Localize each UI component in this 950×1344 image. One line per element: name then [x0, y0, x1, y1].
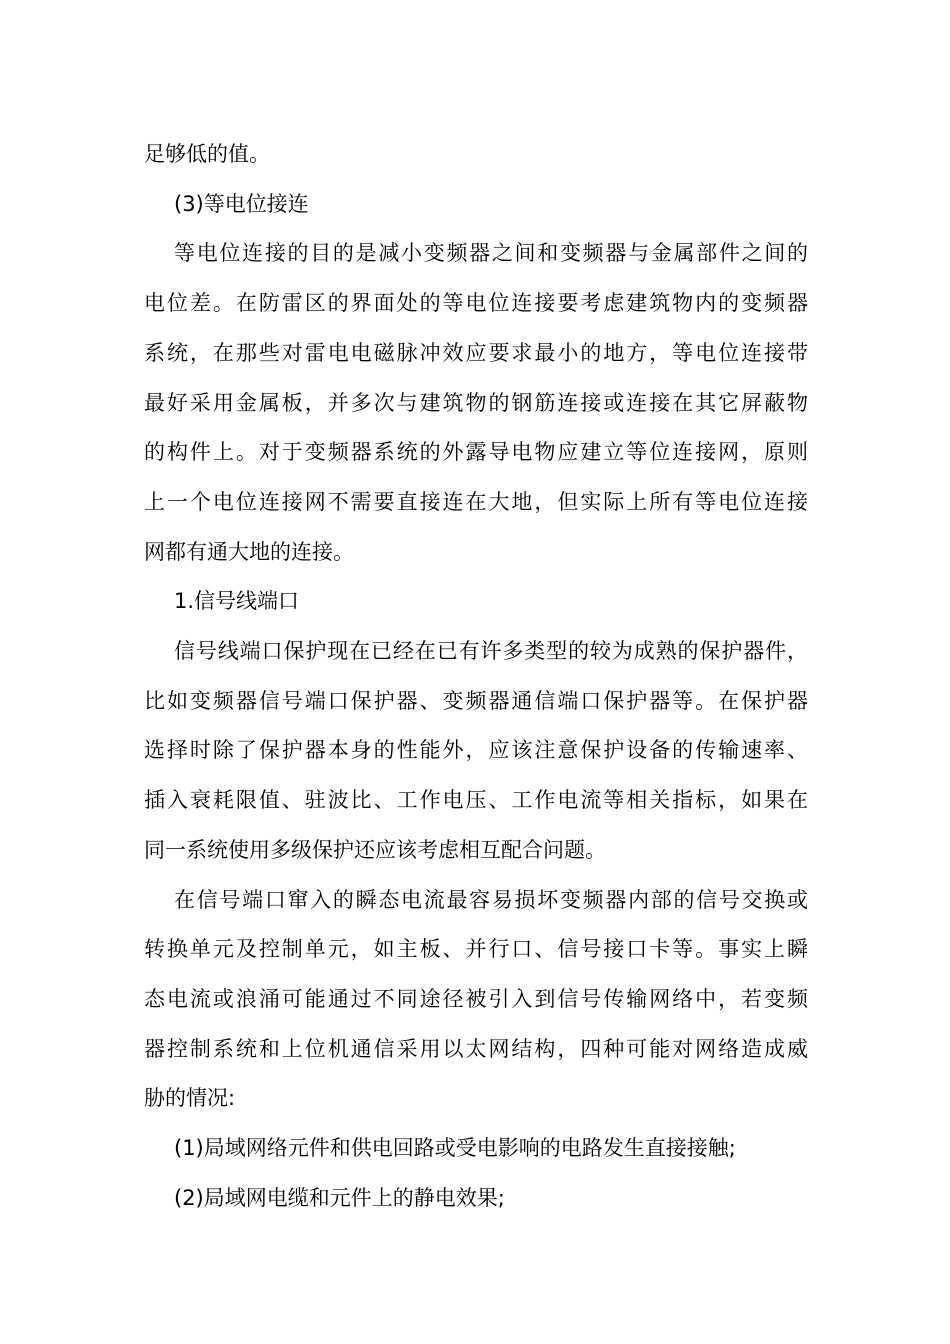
section-heading-equipotential [144, 180, 808, 230]
text-line: 上一个电位连接网不需要直接连在大地，但实际上所有等电位连接 [144, 489, 808, 514]
paragraph-signal-port-protection [144, 627, 808, 876]
text-line: (2)局域网电缆和元件上的静电效果; [174, 1185, 505, 1210]
text-line: (1)局域网络元件和供电回路或受电影响的电路发生直接接触; [174, 1136, 736, 1161]
text-line: 系统，在那些对雷电电磁脉冲效应要求最小的地方，等电位连接带 [144, 340, 808, 365]
text-line: (3)等电位接连 [174, 191, 309, 216]
text-line: 胁的情况: [144, 1086, 236, 1111]
text-line: 最好采用金属板，并多次与建筑物的钢筋连接或连接在其它屏蔽物 [144, 390, 808, 415]
text-line: 转换单元及控制单元，如主板、并行口、信号接口卡等。事实上瞬 [144, 937, 808, 962]
paragraph-transient-current [144, 876, 808, 1125]
text-line: 1.信号线端口 [174, 589, 300, 614]
text-line: 的构件上。对于变频器系统的外露导电物应建立等位连接网，原则 [144, 440, 808, 465]
list-item-2 [144, 1174, 808, 1224]
text-line: 器控制系统和上位机通信采用以太网结构，四种可能对网络造成威 [144, 1036, 808, 1061]
section-heading-signal-port [144, 577, 808, 627]
text-line: 插入衰耗限值、驻波比、工作电压、工作电流等相关指标，如果在 [144, 788, 808, 813]
text-line: 等电位连接的目的是减小变频器之间和变频器与金属部件之间的 [174, 241, 808, 266]
text-line: 信号线端口保护现在已经在已有许多类型的较为成熟的保护器件， [174, 639, 808, 664]
text-line: 比如变频器信号端口保护器、变频器通信端口保护器等。在保护器 [144, 688, 808, 713]
list-item-1 [144, 1124, 808, 1174]
paragraph-equipotential-bonding [144, 229, 808, 577]
paragraph-continuation [144, 130, 808, 180]
text-line: 态电流或浪涌可能通过不同途径被引入到信号传输网络中，若变频 [144, 986, 808, 1011]
text-line: 足够低的值。 [144, 142, 270, 166]
text-line: 同一系统使用多级保护还应该考虑相互配合问题。 [144, 837, 606, 862]
text-line: 网都有通大地的连接。 [144, 539, 354, 564]
text-line: 电位差。在防雷区的界面处的等电位连接要考虑建筑物内的变频器 [144, 291, 808, 316]
document-body [144, 130, 808, 1223]
text-line: 选择时除了保护器本身的性能外，应该注意保护设备的传输速率、 [144, 738, 808, 763]
text-line: 在信号端口窜入的瞬态电流最容易损坏变频器内部的信号交换或 [174, 887, 808, 912]
